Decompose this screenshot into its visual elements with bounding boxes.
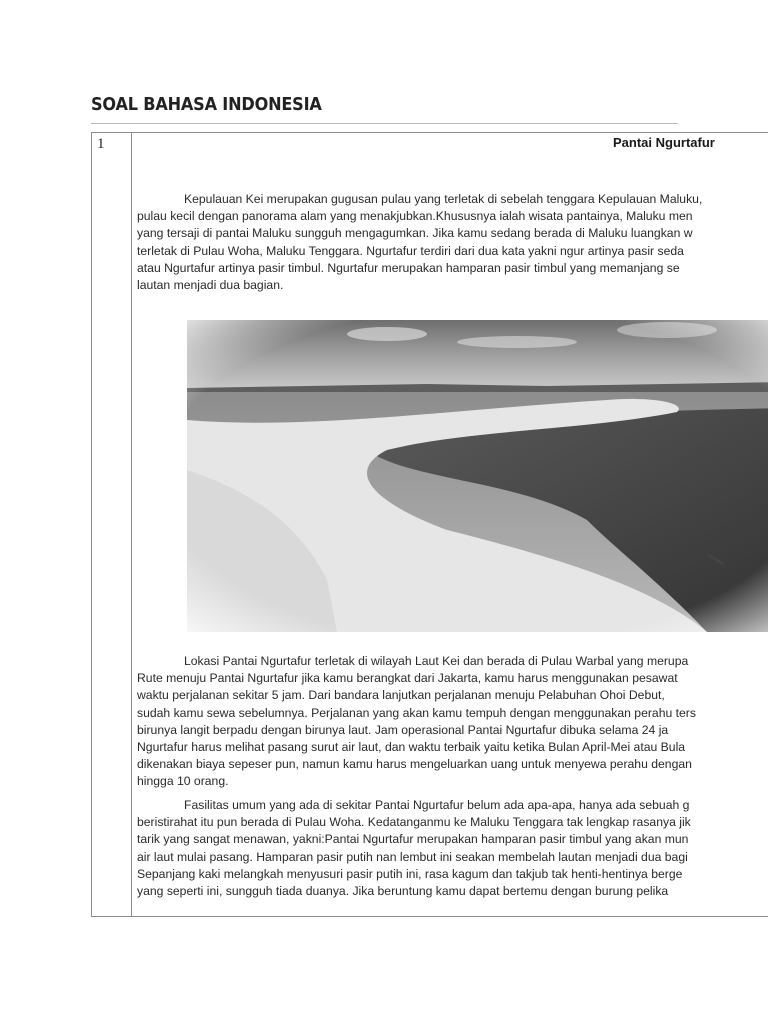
paragraph-1 bbox=[137, 191, 702, 294]
document-heading: SOAL BAHASA INDONESIA bbox=[91, 95, 322, 115]
paragraph-line: yang tersaji di pantai Maluku sungguh mengagumkan. Jika kamu sedang berada di Maluku luangkan w bbox=[137, 226, 693, 241]
paragraph-line: sudah kamu sewa sebelumnya. Perjalanan yang akan kamu tempuh dengan menggunakan perahu ters bbox=[137, 705, 696, 720]
paragraph-line: birunya langit berpadu dengan birunya laut. Jam operasional Pantai Ngurtafur dibuka selama 24 ja bbox=[137, 722, 669, 737]
paragraph-line: lautan menjadi dua bagian. bbox=[137, 278, 284, 293]
paragraph-line: Sepanjang kaki melangkah menyusuri pasir putih ini, rasa kagum dan takjub tak henti-hentinya berge bbox=[137, 866, 683, 881]
paragraph-line: Kepulauan Kei merupakan gugusan pulau yang terletak di sebelah tenggara Kepulauan Maluku, bbox=[184, 192, 703, 206]
paragraph-2 bbox=[137, 653, 696, 791]
question-number: 1 bbox=[97, 136, 105, 152]
paragraph-line: Lokasi Pantai Ngurtafur terletak di wilayah Laut Kei dan berada di Pulau Warbal yang merupa bbox=[184, 654, 689, 668]
paragraph-line: beristirahat itu pun berada di Pulau Woha. Kedatanganmu ke Maluku Tenggara tak lengkap rasanya jik bbox=[137, 815, 691, 830]
paragraph-line: terletak di Pulau Woha, Maluku Tenggara. Ngurtafur terdiri dari dua kata yakni ngur artinya pasir seda bbox=[137, 243, 684, 258]
paragraph-line: air laut mulai pasang. Hamparan pasir putih nan lembut ini seakan membelah lautan menjadi dua bagi bbox=[137, 849, 688, 864]
paragraph-line: Fasilitas umum yang ada di sekitar Pantai Ngurtafur belum ada apa-apa, hanya ada sebuah g bbox=[184, 798, 690, 812]
paragraph-line: pulau kecil dengan panorama alam yang menakjubkan.Khususnya ialah wisata pantainya, Maluku men bbox=[137, 209, 693, 224]
paragraph-line: atau Ngurtafur artinya pasir timbul. Ngurtafur merupakan hamparan pasir timbul yang memanjang se bbox=[137, 260, 680, 275]
heading-underline bbox=[91, 123, 678, 124]
paragraph-3 bbox=[137, 797, 691, 900]
paragraph-line: tarik yang sangat menawan, yakni:Pantai Ngurtafur merupakan hamparan pasir timbul yang akan mun bbox=[137, 832, 689, 847]
beach-photo bbox=[187, 320, 768, 632]
paragraph-line: Rute menuju Pantai Ngurtafur jika kamu berangkat dari Jakarta, kamu harus menggunakan pesawat bbox=[137, 671, 678, 686]
paragraph-line: yang seperti ini, sungguh tiada duanya. Jika beruntung kamu dapat bertemu dengan burung pelika bbox=[137, 884, 669, 899]
number-column-divider bbox=[131, 132, 132, 917]
article-title: Pantai Ngurtafur bbox=[613, 135, 715, 150]
paragraph-line: waktu perjalanan sekitar 5 jam. Dari bandara lanjutkan perjalanan menuju Pelabuhan Ohoi Debut, bbox=[137, 688, 665, 703]
paragraph-line: Ngurtafur harus melihat pasang surut air laut, dan waktu terbaik yaitu ketika Bulan April-Mei atau Bula bbox=[137, 740, 686, 755]
paragraph-line: hingga 10 orang. bbox=[137, 774, 229, 789]
paragraph-line: dikenakan biaya sepeser pun, namun kamu harus mengeluarkan uang untuk menyewa perahu dengan bbox=[137, 757, 692, 772]
